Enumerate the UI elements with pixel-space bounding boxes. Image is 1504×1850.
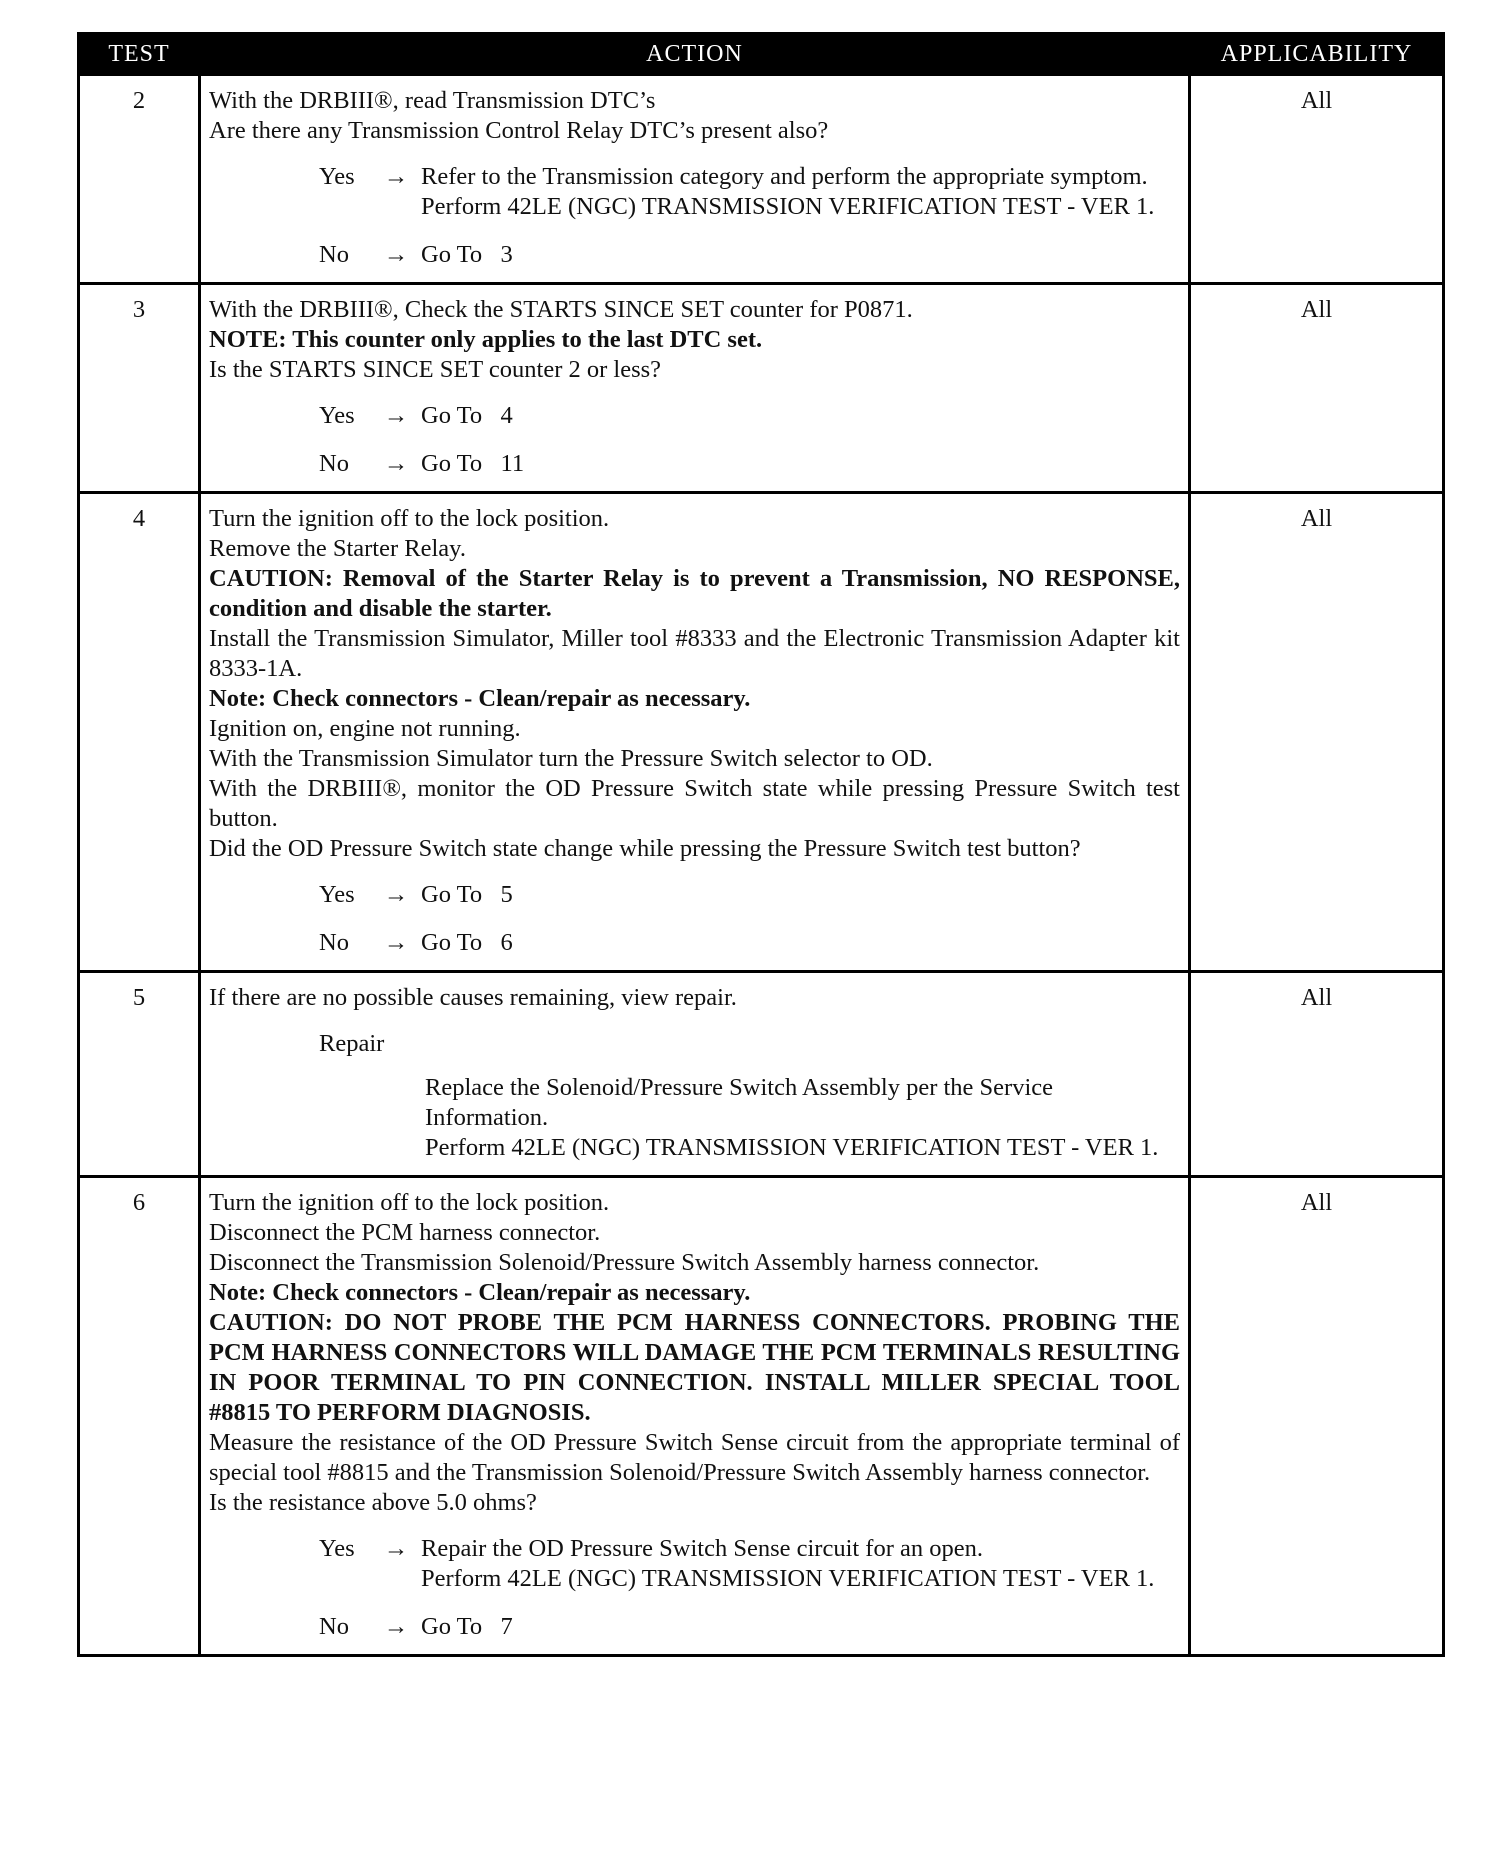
applicability-value: All	[1190, 972, 1444, 1177]
instruction-line: With the DRBIII®, monitor the OD Pressure Switch state while pressing Pressure Switch test button.	[209, 775, 1180, 832]
instruction-line: Disconnect the Transmission Solenoid/Pressure Switch Assembly harness connector.	[209, 1249, 1040, 1276]
repair-label: Repair	[319, 1030, 385, 1057]
right-arrow-icon: →	[383, 450, 409, 477]
answer-list	[209, 1534, 1180, 1642]
action-cell	[200, 972, 1190, 1177]
test-number: 4	[79, 493, 200, 972]
instruction-line: Measure the resistance of the OD Pressure Switch Sense circuit from the appropriate terminal of special tool #8815 and the Transmission Solenoid/Pressure Switch Assembly harness connector.	[209, 1429, 1180, 1486]
answer-label: No	[319, 929, 349, 956]
right-arrow-icon: →	[383, 241, 409, 268]
answer-text	[421, 449, 1180, 479]
test-number: 6	[79, 1177, 200, 1656]
answer-text	[421, 1534, 1180, 1594]
answer-label: Yes	[319, 1535, 355, 1562]
instruction-line: Are there any Transmission Control Relay DTC’s present also?	[209, 117, 829, 144]
table-row	[79, 75, 1444, 284]
instruction-line: If there are no possible causes remaining, view repair.	[209, 984, 737, 1011]
table-row	[79, 284, 1444, 493]
right-arrow-icon: →	[383, 1613, 409, 1640]
answer-text	[421, 240, 1180, 270]
answer-list	[209, 162, 1180, 270]
test-number: 2	[79, 75, 200, 284]
answer-list	[209, 401, 1180, 479]
instruction-line: Disconnect the PCM harness connector.	[209, 1219, 601, 1246]
table-body	[79, 75, 1444, 1656]
repair-line: Perform 42LE (NGC) TRANSMISSION VERIFICATION TEST - VER 1.	[425, 1134, 1159, 1161]
answer-text	[421, 401, 1180, 431]
answer-text	[421, 162, 1180, 222]
answer-item	[319, 449, 1180, 479]
applicability-value: All	[1190, 1177, 1444, 1656]
note-line: Note: Check connectors - Clean/repair as necessary.	[209, 685, 751, 712]
instruction-line: Is the STARTS SINCE SET counter 2 or less?	[209, 356, 662, 383]
action-cell	[200, 75, 1190, 284]
diagnostic-test-table-page	[77, 32, 1442, 1657]
note-line: CAUTION: Removal of the Starter Relay is to prevent a Transmission, NO RESPONSE, condition and disable the starter.	[209, 565, 1180, 622]
right-arrow-icon: →	[383, 163, 409, 190]
answer-line: Perform 42LE (NGC) TRANSMISSION VERIFICATION TEST - VER 1.	[421, 193, 1155, 220]
answer-item	[319, 880, 1180, 910]
answer-line: Repair the OD Pressure Switch Sense circuit for an open.	[421, 1535, 983, 1562]
right-arrow-icon: →	[383, 402, 409, 429]
answer-label: Yes	[319, 402, 355, 429]
instruction-line: Ignition on, engine not running.	[209, 715, 521, 742]
answer-label: No	[319, 241, 349, 268]
header-applicability: APPLICABILITY	[1190, 34, 1444, 75]
repair-text	[425, 1073, 1180, 1163]
instruction-line: Turn the ignition off to the lock position.	[209, 1189, 610, 1216]
table-row	[79, 493, 1444, 972]
test-number: 5	[79, 972, 200, 1177]
note-line: CAUTION: DO NOT PROBE THE PCM HARNESS CONNECTORS. PROBING THE PCM HARNESS CONNECTORS WILL DAMAGE THE PCM TERMINALS RESULTING IN POOR TERMINAL TO PIN CONNECTION. INSTALL MILLER SPECIAL TOOL #8815 TO PERFORM DIAGNOSIS.	[209, 1309, 1180, 1426]
answer-item	[319, 240, 1180, 270]
answer-line: Go To 7	[421, 1613, 513, 1640]
table-row	[79, 972, 1444, 1177]
repair-block	[209, 1029, 1180, 1163]
right-arrow-icon: →	[383, 1535, 409, 1562]
answer-text	[421, 928, 1180, 958]
answer-item	[319, 1534, 1180, 1594]
answer-item	[319, 401, 1180, 431]
answer-label: Yes	[319, 881, 355, 908]
instruction-line: Install the Transmission Simulator, Miller tool #8333 and the Electronic Transmission Adapter kit 8333-1A.	[209, 625, 1180, 682]
header-action: ACTION	[200, 34, 1190, 75]
answer-item	[319, 928, 1180, 958]
table-row	[79, 1177, 1444, 1656]
instruction-line: With the DRBIII®, read Transmission DTC’s	[209, 87, 656, 114]
header-test: TEST	[79, 34, 200, 75]
action-cell	[200, 284, 1190, 493]
answer-list	[209, 880, 1180, 958]
table-header-row	[79, 34, 1444, 75]
answer-text	[421, 1612, 1180, 1642]
answer-label: Yes	[319, 163, 355, 190]
answer-item	[319, 1612, 1180, 1642]
answer-item	[319, 162, 1180, 222]
instruction-line: Remove the Starter Relay.	[209, 535, 466, 562]
action-cell	[200, 493, 1190, 972]
applicability-value: All	[1190, 493, 1444, 972]
applicability-value: All	[1190, 75, 1444, 284]
answer-line: Go To 6	[421, 929, 513, 956]
note-line: Note: Check connectors - Clean/repair as necessary.	[209, 1279, 751, 1306]
test-number: 3	[79, 284, 200, 493]
instruction-line: Is the resistance above 5.0 ohms?	[209, 1489, 537, 1516]
answer-line: Go To 11	[421, 450, 525, 477]
answer-label: No	[319, 450, 349, 477]
applicability-value: All	[1190, 284, 1444, 493]
instruction-line: Turn the ignition off to the lock position.	[209, 505, 610, 532]
action-cell	[200, 1177, 1190, 1656]
answer-line: Go To 3	[421, 241, 513, 268]
answer-line: Go To 5	[421, 881, 513, 908]
answer-label: No	[319, 1613, 349, 1640]
instruction-line: With the DRBIII®, Check the STARTS SINCE SET counter for P0871.	[209, 296, 913, 323]
note-line: NOTE: This counter only applies to the last DTC set.	[209, 326, 763, 353]
right-arrow-icon: →	[383, 881, 409, 908]
answer-line: Go To 4	[421, 402, 513, 429]
repair-line: Replace the Solenoid/Pressure Switch Assembly per the Service Information.	[425, 1074, 1054, 1131]
instruction-line: Did the OD Pressure Switch state change while pressing the Pressure Switch test button?	[209, 835, 1081, 862]
answer-text	[421, 880, 1180, 910]
instruction-line: With the Transmission Simulator turn the Pressure Switch selector to OD.	[209, 745, 933, 772]
answer-line: Perform 42LE (NGC) TRANSMISSION VERIFICATION TEST - VER 1.	[421, 1565, 1155, 1592]
right-arrow-icon: →	[383, 929, 409, 956]
diagnostic-test-table	[77, 32, 1445, 1657]
answer-line: Refer to the Transmission category and perform the appropriate symptom.	[421, 163, 1148, 190]
